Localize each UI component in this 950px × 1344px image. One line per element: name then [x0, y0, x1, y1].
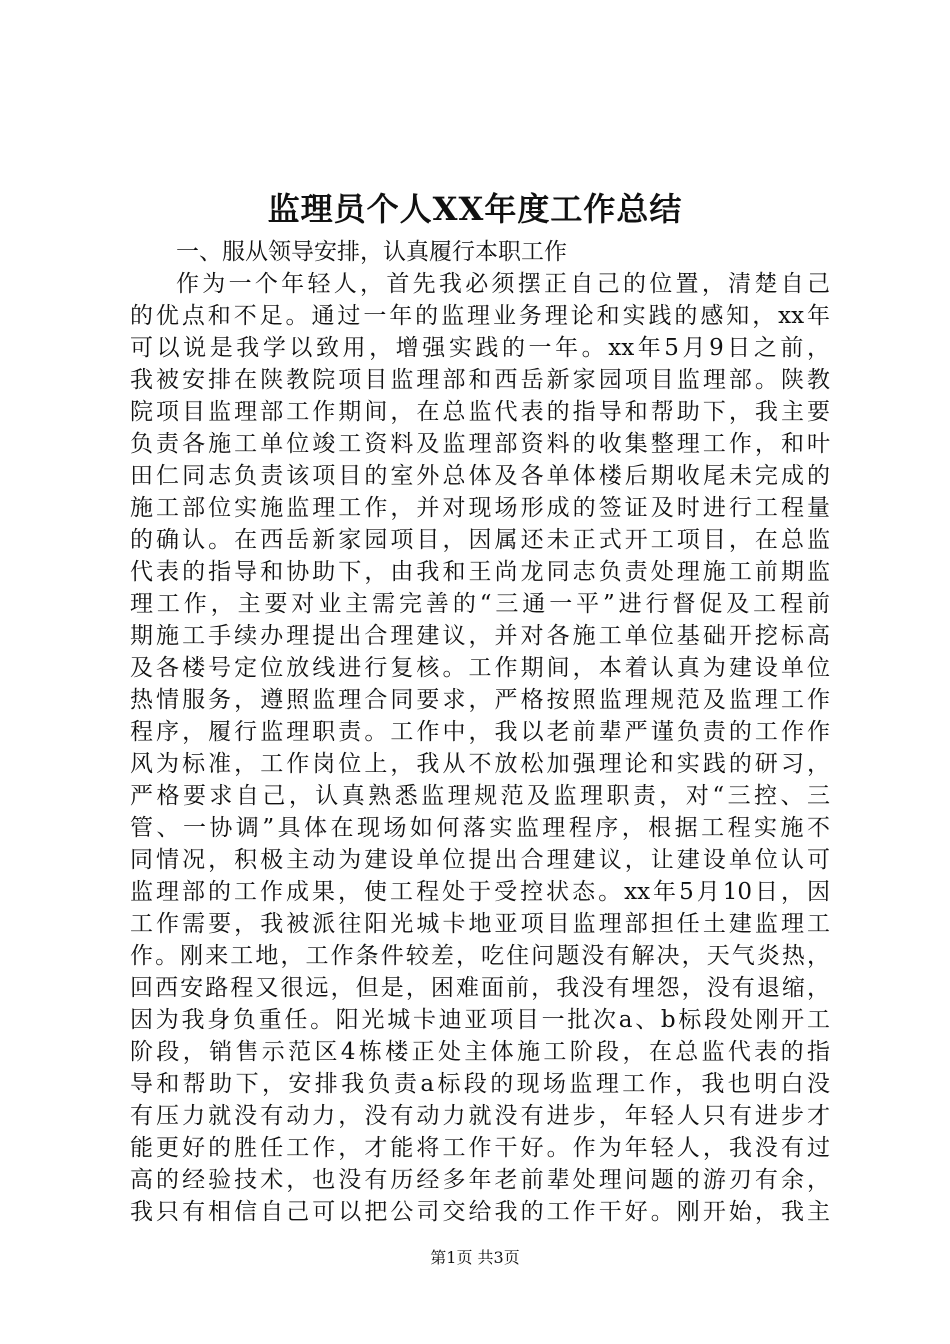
paragraph-line: 作。刚来工地，工作条件较差，吃住问题没有解决，天气炎热， — [130, 943, 830, 969]
paragraph-line: 能更好的胜任工作，才能将工作干好。作为年轻人，我没有过 — [130, 1135, 830, 1161]
paragraph — [130, 268, 830, 1228]
paragraph-line: 代表的指导和协助下，由我和王尚龙同志负责处理施工前期监 — [130, 559, 830, 585]
paragraph-line: 可以说是我学以致用，增强实践的一年。xx年5月9日之前， — [130, 335, 830, 361]
document-title: 监理员个人XX年度工作总结 — [267, 190, 683, 228]
paragraph-line: 施工部位实施监理工作，并对现场形成的签证及时进行工程量 — [130, 495, 830, 521]
paragraph-line: 有压力就没有动力，没有动力就没有进步，年轻人只有进步才 — [130, 1103, 830, 1129]
paragraph-line: 负责各施工单位竣工资料及监理部资料的收集整理工作，和叶 — [130, 431, 830, 457]
paragraph-line: 我被安排在陕教院项目监理部和西岳新家园项目监理部。陕教 — [130, 367, 830, 393]
paragraph-line: 理工作，主要对业主需完善的“三通一平”进行督促及工程前 — [130, 591, 830, 617]
paragraph-line: 回西安路程又很远，但是，困难面前，我没有埋怨，没有退缩， — [130, 975, 830, 1001]
paragraph-line: 导和帮助下，安排我负责a标段的现场监理工作，我也明白没 — [130, 1071, 830, 1097]
paragraph-line: 管、一协调”具体在现场如何落实监理程序，根据工程实施不 — [130, 815, 830, 841]
paragraph-line: 高的经验技术，也没有历经多年老前辈处理问题的游刃有余， — [130, 1167, 830, 1193]
paragraph-line: 阶段，销售示范区4栋楼正处主体施工阶段，在总监代表的指 — [130, 1039, 830, 1065]
paragraph-line: 程序，履行监理职责。工作中，我以老前辈严谨负责的工作作 — [130, 719, 830, 745]
paragraph-line: 田仁同志负责该项目的室外总体及各单体楼后期收尾未完成的 — [130, 463, 830, 489]
paragraph-line: 作为一个年轻人，首先我必须摆正自己的位置，清楚自己 — [176, 271, 830, 297]
paragraph-line: 监理部的工作成果，使工程处于受控状态。xx年5月10日，因 — [130, 879, 830, 905]
paragraph-line: 热情服务，遵照监理合同要求，严格按照监理规范及监理工作 — [130, 687, 830, 713]
paragraph-line: 工作需要，我被派往阳光城卡地亚项目监理部担任土建监理工 — [130, 911, 830, 937]
paragraph-line: 院项目监理部工作期间，在总监代表的指导和帮助下，我主要 — [130, 399, 830, 425]
paragraph-line: 的优点和不足。通过一年的监理业务理论和实践的感知，xx年 — [130, 303, 830, 329]
document-body — [130, 236, 830, 1228]
paragraph-line: 期施工手续办理提出合理建议，并对各施工单位基础开挖标高 — [130, 623, 830, 649]
paragraph-line: 因为我身负重任。阳光城卡迪亚项目一批次a、b标段处刚开工 — [130, 1007, 830, 1033]
paragraph-line: 的确认。在西岳新家园项目，因属还未正式开工项目，在总监 — [130, 527, 830, 553]
paragraph-line: 风为标准，工作岗位上，我从不放松加强理论和实践的研习， — [130, 751, 830, 777]
paragraph-line: 同情况，积极主动为建设单位提出合理建议，让建设单位认可 — [130, 847, 830, 873]
paragraph-line: 我只有相信自己可以把公司交给我的工作干好。刚开始，我主 — [130, 1199, 830, 1225]
paragraph-line: 严格要求自己，认真熟悉监理规范及监理职责，对“三控、三 — [130, 783, 830, 809]
page-footer: 第1页 共3页 — [430, 1248, 520, 1267]
section-heading: 一、服从领导安排，认真履行本职工作 — [176, 239, 567, 265]
paragraph-line: 及各楼号定位放线进行复核。工作期间，本着认真为建设单位 — [130, 655, 830, 681]
